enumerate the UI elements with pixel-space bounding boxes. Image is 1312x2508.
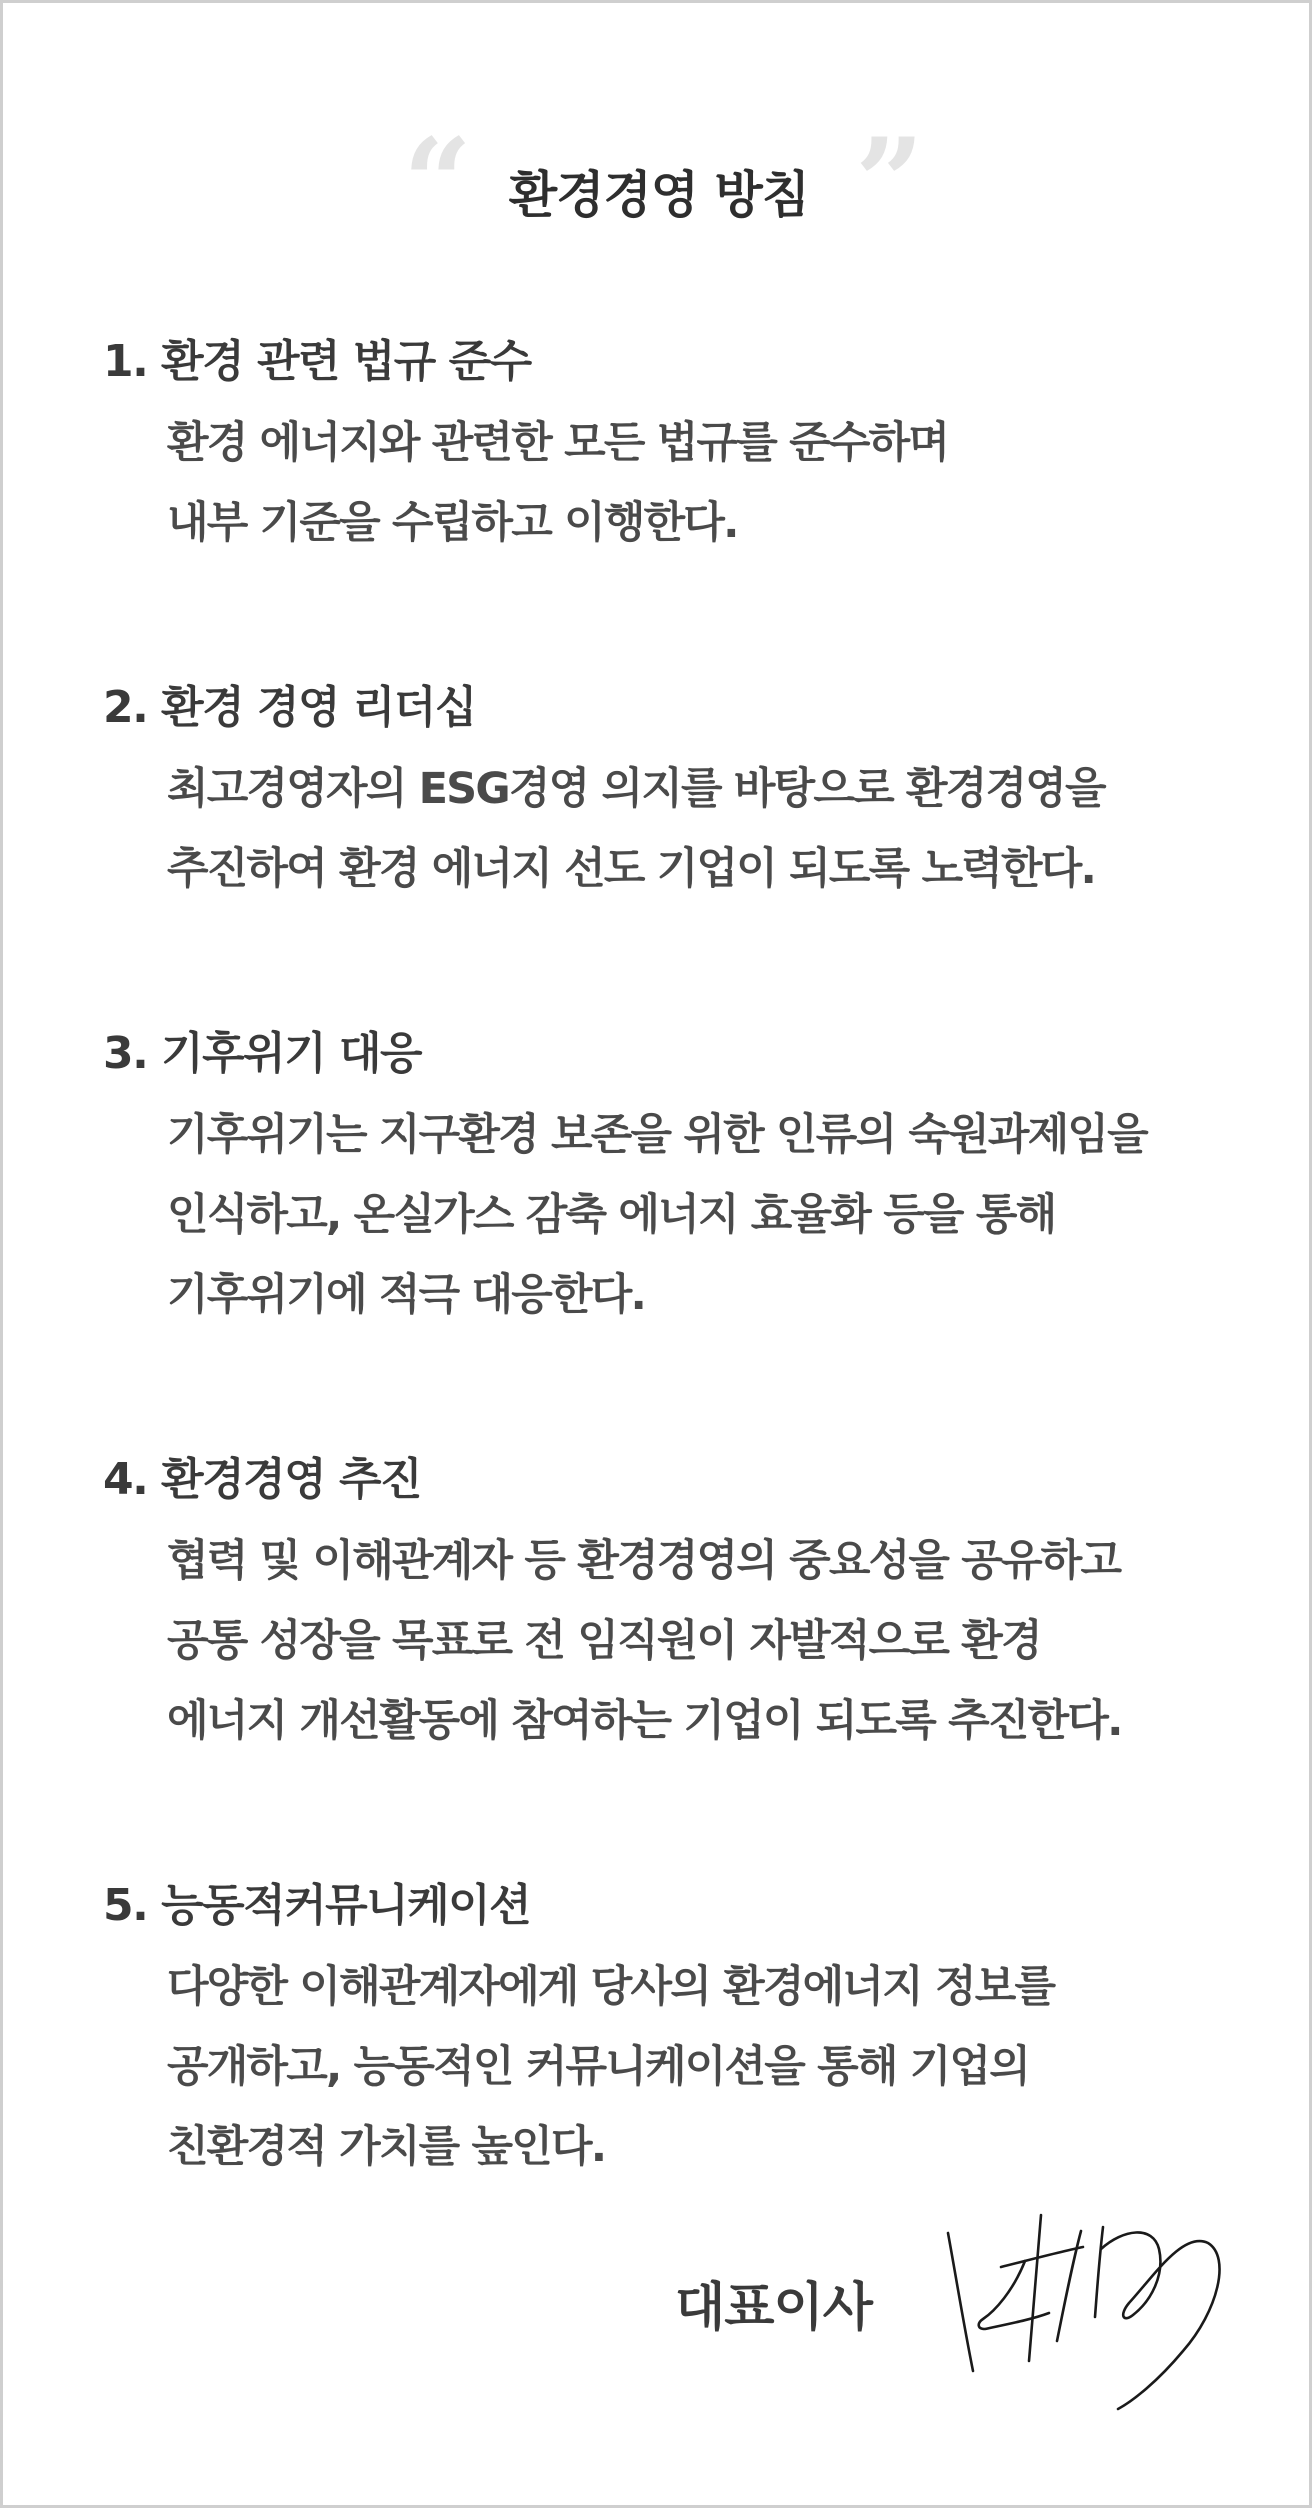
page-title: 환경경영 방침 <box>508 166 810 224</box>
policy-item-3 <box>103 1013 1243 1335</box>
policy-line: 환경 에너지와 관련한 모든 법규를 준수하며 <box>167 418 949 468</box>
title-block <box>3 112 1312 253</box>
policy-heading: 1. 환경 관련 법규 준수 <box>103 336 531 387</box>
signatory-title: 대표이사 <box>675 2278 872 2338</box>
policy-line: 최고경영자의 ESG경영 의지를 바탕으로 환경경영을 <box>167 764 1105 814</box>
open-quote-icon: “ <box>403 112 473 253</box>
policy-item-1 <box>103 321 1243 563</box>
policy-line: 공통 성장을 목표로 전 임직원이 자발적으로 환경 <box>167 1616 1041 1666</box>
policy-item-4 <box>103 1439 1243 1761</box>
policy-heading: 3. 기후위기 대응 <box>103 1028 421 1079</box>
policy-line: 기후위기는 지구환경 보존을 위한 인류의 숙원과제임을 <box>167 1110 1147 1160</box>
policy-line: 공개하고, 능동적인 커뮤니케이션을 통해 기업의 <box>167 2042 1029 2092</box>
policy-heading: 2. 환경 경영 리더십 <box>103 682 476 733</box>
signature-icon <box>933 2191 1233 2411</box>
policy-item-2 <box>103 667 1243 909</box>
policy-item-5 <box>103 1865 1243 2187</box>
policy-list <box>103 321 1243 2291</box>
policy-line: 기후위기에 적극 대응한다. <box>167 1270 645 1320</box>
policy-heading: 4. 환경경영 추진 <box>103 1454 421 1505</box>
policy-line: 내부 기준을 수립하고 이행한다. <box>167 498 738 548</box>
policy-line: 협력 및 이해관계자 등 환경경영의 중요성을 공유하고 <box>167 1536 1121 1586</box>
policy-line: 인식하고, 온실가스 감축 에너지 효율화 등을 통해 <box>167 1190 1056 1240</box>
policy-line: 친환경적 가치를 높인다. <box>167 2122 606 2172</box>
close-quote-icon: ” <box>855 112 925 253</box>
policy-line: 에너지 개선활동에 참여하는 기업이 되도록 추진한다. <box>167 1696 1122 1746</box>
policy-line: 다양한 이해관계자에게 당사의 환경에너지 정보를 <box>167 1962 1055 2012</box>
policy-heading: 5. 능동적커뮤니케이션 <box>103 1880 531 1931</box>
policy-line: 추진하여 환경 에너지 선도 기업이 되도록 노력한다. <box>167 844 1096 894</box>
